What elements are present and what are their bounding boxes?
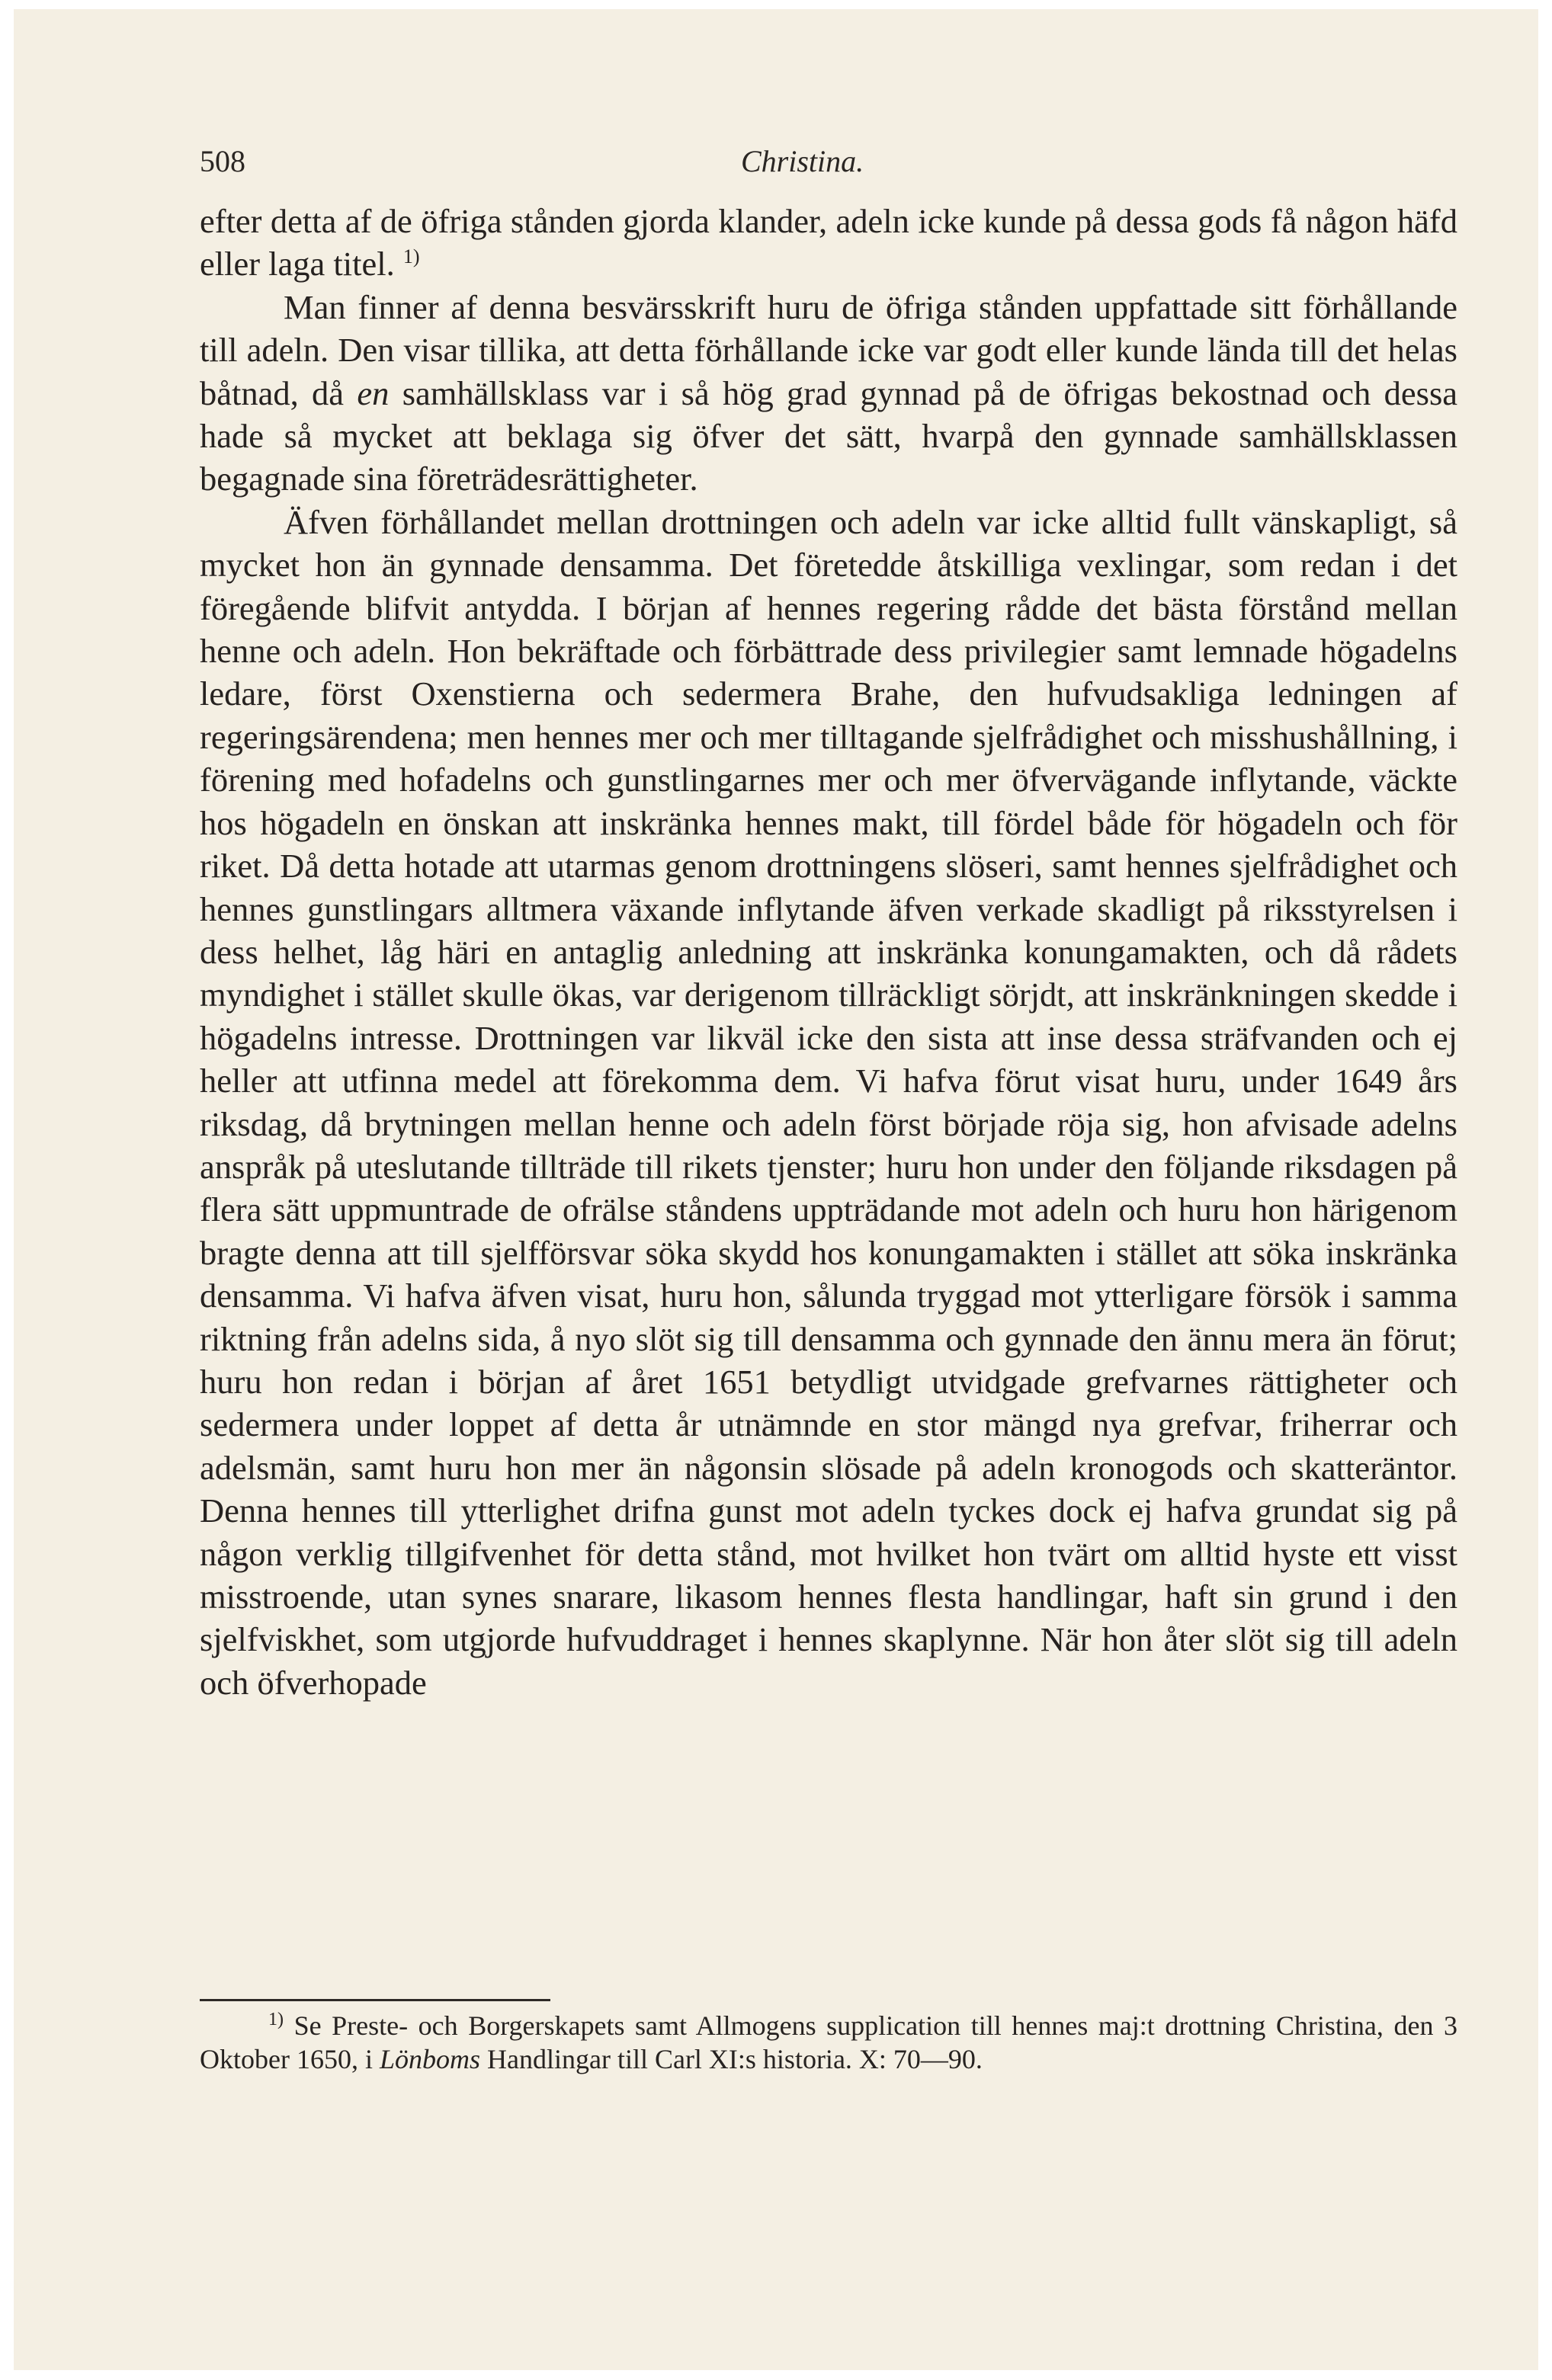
footnote-text-before: Se Preste- och Borgerskapets samt Allmogens supplication till hennes maj:t drottning Christina, den 3 Oktober 1650, i — [200, 2010, 1458, 2074]
running-head — [200, 143, 1457, 189]
page-number: 508 — [200, 144, 245, 178]
paragraph-2 — [200, 286, 1457, 501]
paragraph-1 — [200, 200, 1457, 286]
paragraph-2-emphasis: en — [357, 373, 390, 412]
paragraph-1-text: efter detta af de öfriga stånden gjorda klander, adeln icke kunde på dessa gods få någon häfd eller laga titel. — [200, 202, 1457, 283]
footnote-emphasis: Lönboms — [379, 2044, 480, 2074]
paragraph-3 — [200, 501, 1457, 1704]
paragraph-2-text-before: Man finner af denna besvärsskrift huru de öfriga stånden uppfattade sitt förhållande till adeln. Den visar tillika, att detta förhållande icke var godt eller kunde lända till det helas båtnad, då — [200, 287, 1457, 412]
paragraph-3-text: Äfven förhållandet mellan drottningen och adeln var icke alltid fullt vänskapligt, så mycket hon än gynnade densamma. Det företedde åtskilliga vexlingar, som redan i det föregående blifvit antydda. I början af hennes regering rådde det bästa förstånd mellan henne och adeln. Hon bekräftade och förbättrade dess privilegier samt lemnade högadelns ledare, först Oxenstierna och sedermera Brahe, den hufvudsakliga ledningen af regeringsärendena; men hennes mer och mer tilltagande sjelfrådighet och misshushållning, i förening med hofadelns och gunstlingarnes mer och mer öfvervägande inflytande, väckte hos högadeln en önskan att inskränka hennes makt, till fördel både för högadeln och för riket. Då detta hotade att utarmas genom drottningens slöseri, samt hennes sjelfrådighet och hennes gunstlingars alltmera växande inflytande äfven verkade skadligt på riksstyrelsen i dess helhet, låg häri en antaglig anledning att inskränka konungamakten, och då rådets myndighet i stället skulle ökas, var derigenom tillräckligt sörjdt, att inskränkningen skedde i högadelns intresse. Drottningen var likväl icke den sista att inse dessa sträfvanden och ej heller att utfinna medel att förekomma dem. Vi hafva förut visat huru, under 1649 års riksdag, då brytningen mellan henne och adeln först började röja sig, hon afvisade adelns anspråk på uteslutande tillträde till rikets tjenster; huru hon under den följande riksdagen på flera sätt uppmuntrade de ofrälse ståndens uppträdande mot adeln och huru hon härigenom bragte denna att till sjelfförsvar söka skydd hos konungamakten i stället att söka inskränka densamma. Vi hafva äfven visat, huru hon, sålunda tryggad mot ytterligare försök i samma riktning från adelns sida, å nyo slöt sig till densamma och gynnade den ännu mera än förut; huru hon redan i början af året 1651 betydligt utvidgade grefvarnes rättigheter och sedermera under loppet af detta år utnämnde en stor mängd nya grefvar, friherrar och adelsmän, samt huru hon mer än någonsin slösade på adeln kronogods och skatteräntor. Denna hennes till ytterlighet drifna gunst mot adeln tyckes dock ej hafva grundat sig på någon verklig tillgifvenhet för detta stånd, mot hvilket hon tvärt om alltid hyste ett visst misstroende, utan synes snarare, likasom hennes flesta handlingar, haft sin grund i den sjelfviskhet, som utgjorde hufvuddraget i hennes skaplynne. När hon åter slöt sig till adeln och öfverhopade — [200, 502, 1457, 1702]
footnote-divider — [200, 1999, 550, 2001]
paragraph-2-text-after: samhällsklass var i så hög grad gynnad på de öfrigas bekostnad och dessa hade så mycket att beklaga sig öfver det sätt, hvarpå den gynnade samhällsklassen begagnade sina företrädesrättigheter. — [200, 373, 1458, 498]
running-title: Christina. — [741, 144, 864, 178]
body-text — [200, 200, 1457, 1704]
footnote-mark: 1) — [268, 2010, 284, 2029]
footnote-reference[interactable]: 1) — [402, 245, 420, 268]
footnote — [200, 2009, 1457, 2076]
footnote-text-after: Handlingar till Carl XI:s historia. X: 70—90. — [487, 2044, 983, 2074]
